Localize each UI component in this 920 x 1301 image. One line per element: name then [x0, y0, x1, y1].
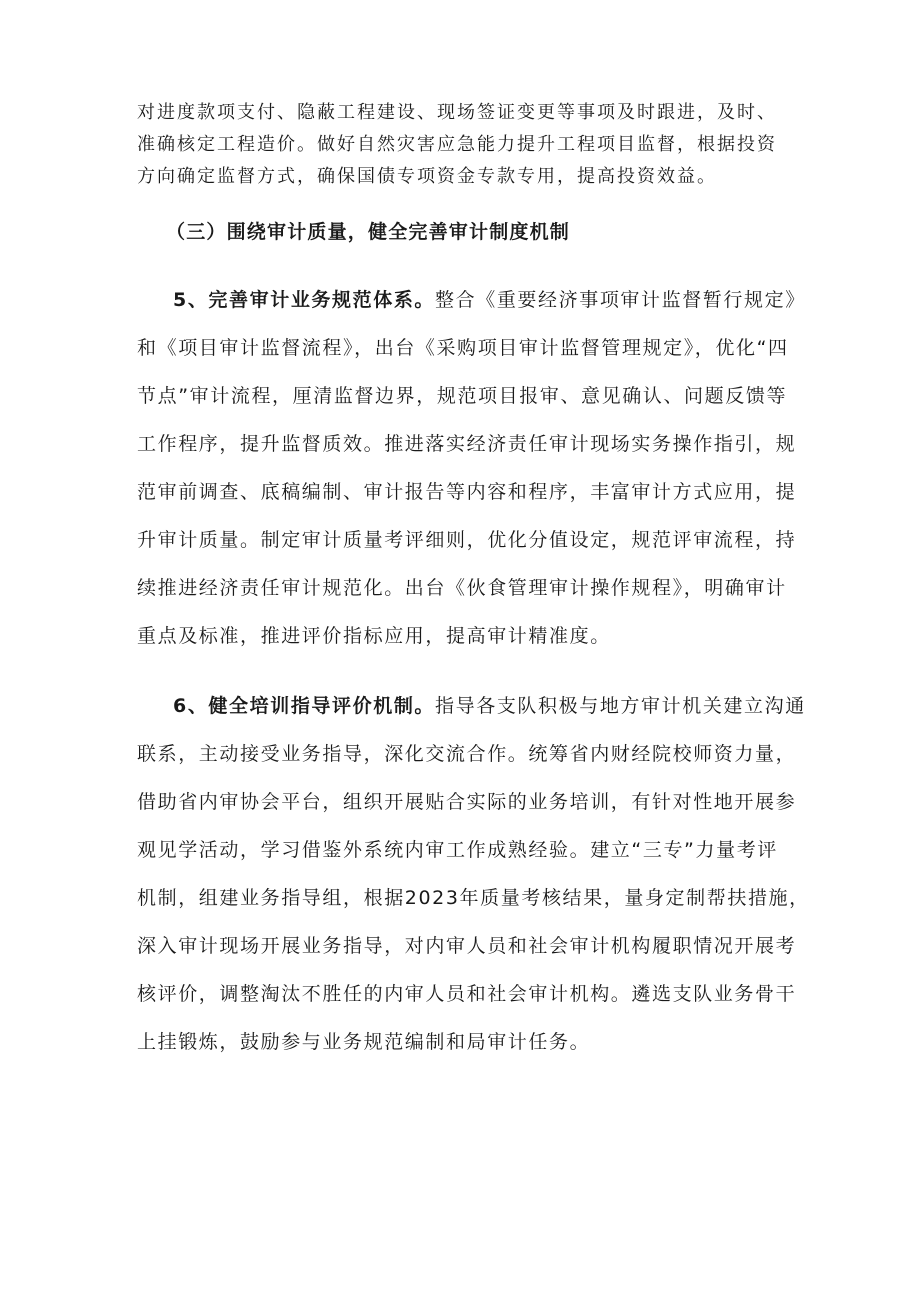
- paragraph-line: 工作程序，提升监督质效。推进落实经济责任审计现场实务操作指引，规: [137, 433, 797, 455]
- paragraph-first-line: [137, 276, 806, 324]
- item-6-title: 6、健全培训指导评价机制。: [173, 695, 436, 717]
- intro-paragraph: [137, 97, 789, 193]
- paragraph-line: 上挂锻炼，鼓励参与业务规范编制和局审计任务。: [137, 1031, 591, 1053]
- paragraph-line: 方向确定监督方式，确保国债专项资金专款专用，提高投资效益。: [137, 166, 717, 187]
- item-6-paragraph: [137, 682, 810, 1066]
- section-heading: （三）围绕审计质量，健全完善审计制度机制: [166, 221, 571, 243]
- paragraph-line: 范审前调查、底稿编制、审计报告等内容和程序，丰富审计方式应用，提: [137, 481, 797, 503]
- paragraph-line: 和《项目审计监督流程》，出台《采购项目审计监督管理规定》，优化“四: [137, 337, 789, 359]
- item-6-first-line-text: 指导各支队积极与地方审计机关建立沟通: [435, 695, 806, 717]
- item-5-first-line-text: 整合《重要经济事项审计监督暂行规定》: [435, 289, 806, 311]
- paragraph-first-line: [137, 682, 806, 730]
- paragraph-line: 续推进经济责任审计规范化。出台《伙食管理审计操作规程》，明确审计: [137, 577, 787, 599]
- paragraph-line: 机制，组建业务指导组，根据2023年质量考核结果，量身定制帮扶措施，: [137, 887, 810, 909]
- paragraph-line: 重点及标准，推进评价指标应用，提高审计精准度。: [137, 625, 611, 647]
- paragraph-line: 节点”审计流程，厘清监督边界，规范项目报审、意见确认、问题反馈等: [137, 385, 788, 407]
- paragraph-line: 观见学活动，学习借鉴外系统内审工作成熟经验。建立“三专”力量考评: [137, 839, 778, 861]
- item-5-paragraph: [137, 276, 806, 660]
- paragraph-line: 深入审计现场开展业务指导，对内审人员和社会审计机构履职情况开展考: [137, 935, 797, 957]
- paragraph-line: 准确核定工程造价。做好自然灾害应急能力提升工程项目监督，根据投资: [137, 134, 777, 155]
- paragraph-line: 联系，主动接受业务指导，深化交流合作。统筹省内财经院校师资力量，: [137, 743, 797, 765]
- paragraph-line: 核评价，调整淘汰不胜任的内审人员和社会审计机构。遴选支队业务骨干: [137, 983, 797, 1005]
- paragraph-line: 借助省内审协会平台，组织开展贴合实际的业务培训，有针对性地开展参: [137, 791, 797, 813]
- paragraph-line: 升审计质量。制定审计质量考评细则，优化分值设定，规范评审流程，持: [137, 529, 797, 551]
- item-5-title: 5、完善审计业务规范体系。: [173, 289, 436, 311]
- paragraph-line: 对进度款项支付、隐蔽工程建设、现场签证变更等事项及时跟进，及时、: [137, 102, 777, 123]
